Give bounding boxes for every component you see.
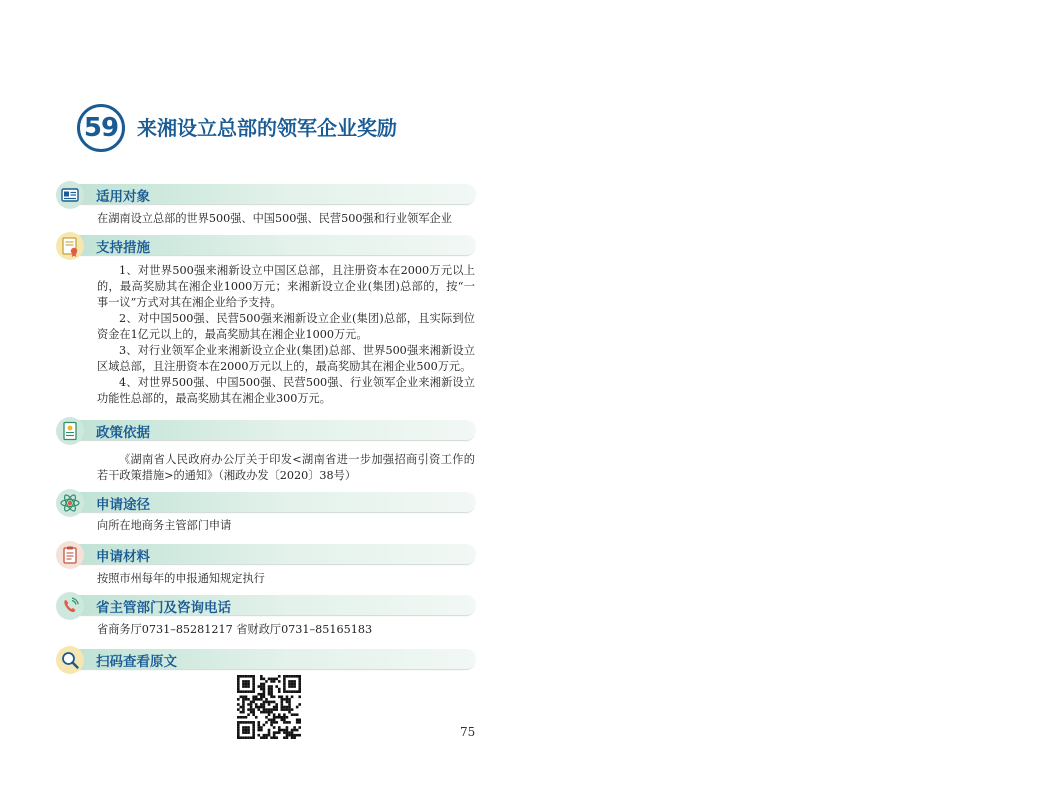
section-measures-body: [97, 263, 475, 407]
measure-paragraph: 1、对世界500强来湘新设立中国区总部，且注册资本在2000万元以上的，最高奖励其在湘企业1000万元；来湘新设立企业(集团)总部的，按“一事一议”方式对其在湘企业给予支持。: [97, 264, 475, 309]
page-title: 来湘设立总部的领军企业奖励: [137, 116, 397, 140]
measure-paragraph: 2、对中国500强、民营500强来湘新设立企业(集团)总部，且实际到位资金在1亿元以上的，最高奖励其在湘企业1000万元。: [97, 312, 475, 341]
basis-text: 《湖南省人民政府办公厅关于印发<湖南省进一步加强招商引资工作的若干政策措施>的通知》（湘政办发〔2020〕38号）: [97, 453, 475, 482]
section-measures-header: [56, 232, 478, 260]
section-target-body: [97, 211, 475, 227]
section-basis-header: [56, 417, 478, 445]
atom-icon: [56, 489, 84, 517]
channel-text: 向所在地商务主管部门申请: [97, 519, 232, 532]
materials-text: 按照市州每年的申报通知规定执行: [97, 572, 265, 585]
certificate-icon: [56, 232, 84, 260]
item-number: 59: [83, 113, 119, 143]
section-scan-label: 扫码查看原文: [96, 654, 177, 670]
id-card-icon: [56, 181, 84, 209]
section-basis-label: 政策依据: [96, 425, 150, 441]
section-target-label: 适用对象: [96, 189, 150, 205]
section-scan-header: [56, 646, 478, 674]
contact-text: 省商务厅0731–85281217 省财政厅0731–85165183: [97, 623, 373, 636]
section-contact-header: [56, 592, 478, 620]
section-materials-header: [56, 541, 478, 569]
section-channel-header: [56, 489, 478, 517]
document-icon: [56, 417, 84, 445]
section-channel-label: 申请途径: [96, 497, 150, 513]
qr-code-image: [237, 675, 301, 739]
qr-code[interactable]: [237, 675, 301, 739]
section-materials-body: [97, 571, 475, 587]
section-channel-body: [97, 518, 475, 534]
section-measures-label: 支持措施: [96, 240, 150, 256]
measure-paragraph: 4、对世界500强、中国500强、民营500强、行业领军企业来湘新设立功能性总部的，最高奖励其在湘企业300万元。: [97, 376, 475, 405]
section-materials-label: 申请材料: [96, 549, 150, 565]
clipboard-icon: [56, 541, 84, 569]
magnifier-icon: [56, 646, 84, 674]
section-target-header: [56, 181, 478, 209]
section-basis-body: [97, 452, 475, 484]
section-contact-label: 省主管部门及咨询电话: [96, 600, 231, 616]
page-number: 75: [460, 725, 476, 739]
item-number-badge: [77, 104, 125, 152]
phone-icon: [56, 592, 84, 620]
target-text: 在湖南设立总部的世界500强、中国500强、民营500强和行业领军企业: [97, 212, 452, 225]
measure-paragraph: 3、对行业领军企业来湘新设立企业(集团)总部、世界500强来湘新设立区域总部，且注册资本在2000万元以上的，最高奖励其在湘企业500万元。: [97, 344, 475, 373]
section-contact-body: [97, 622, 475, 638]
